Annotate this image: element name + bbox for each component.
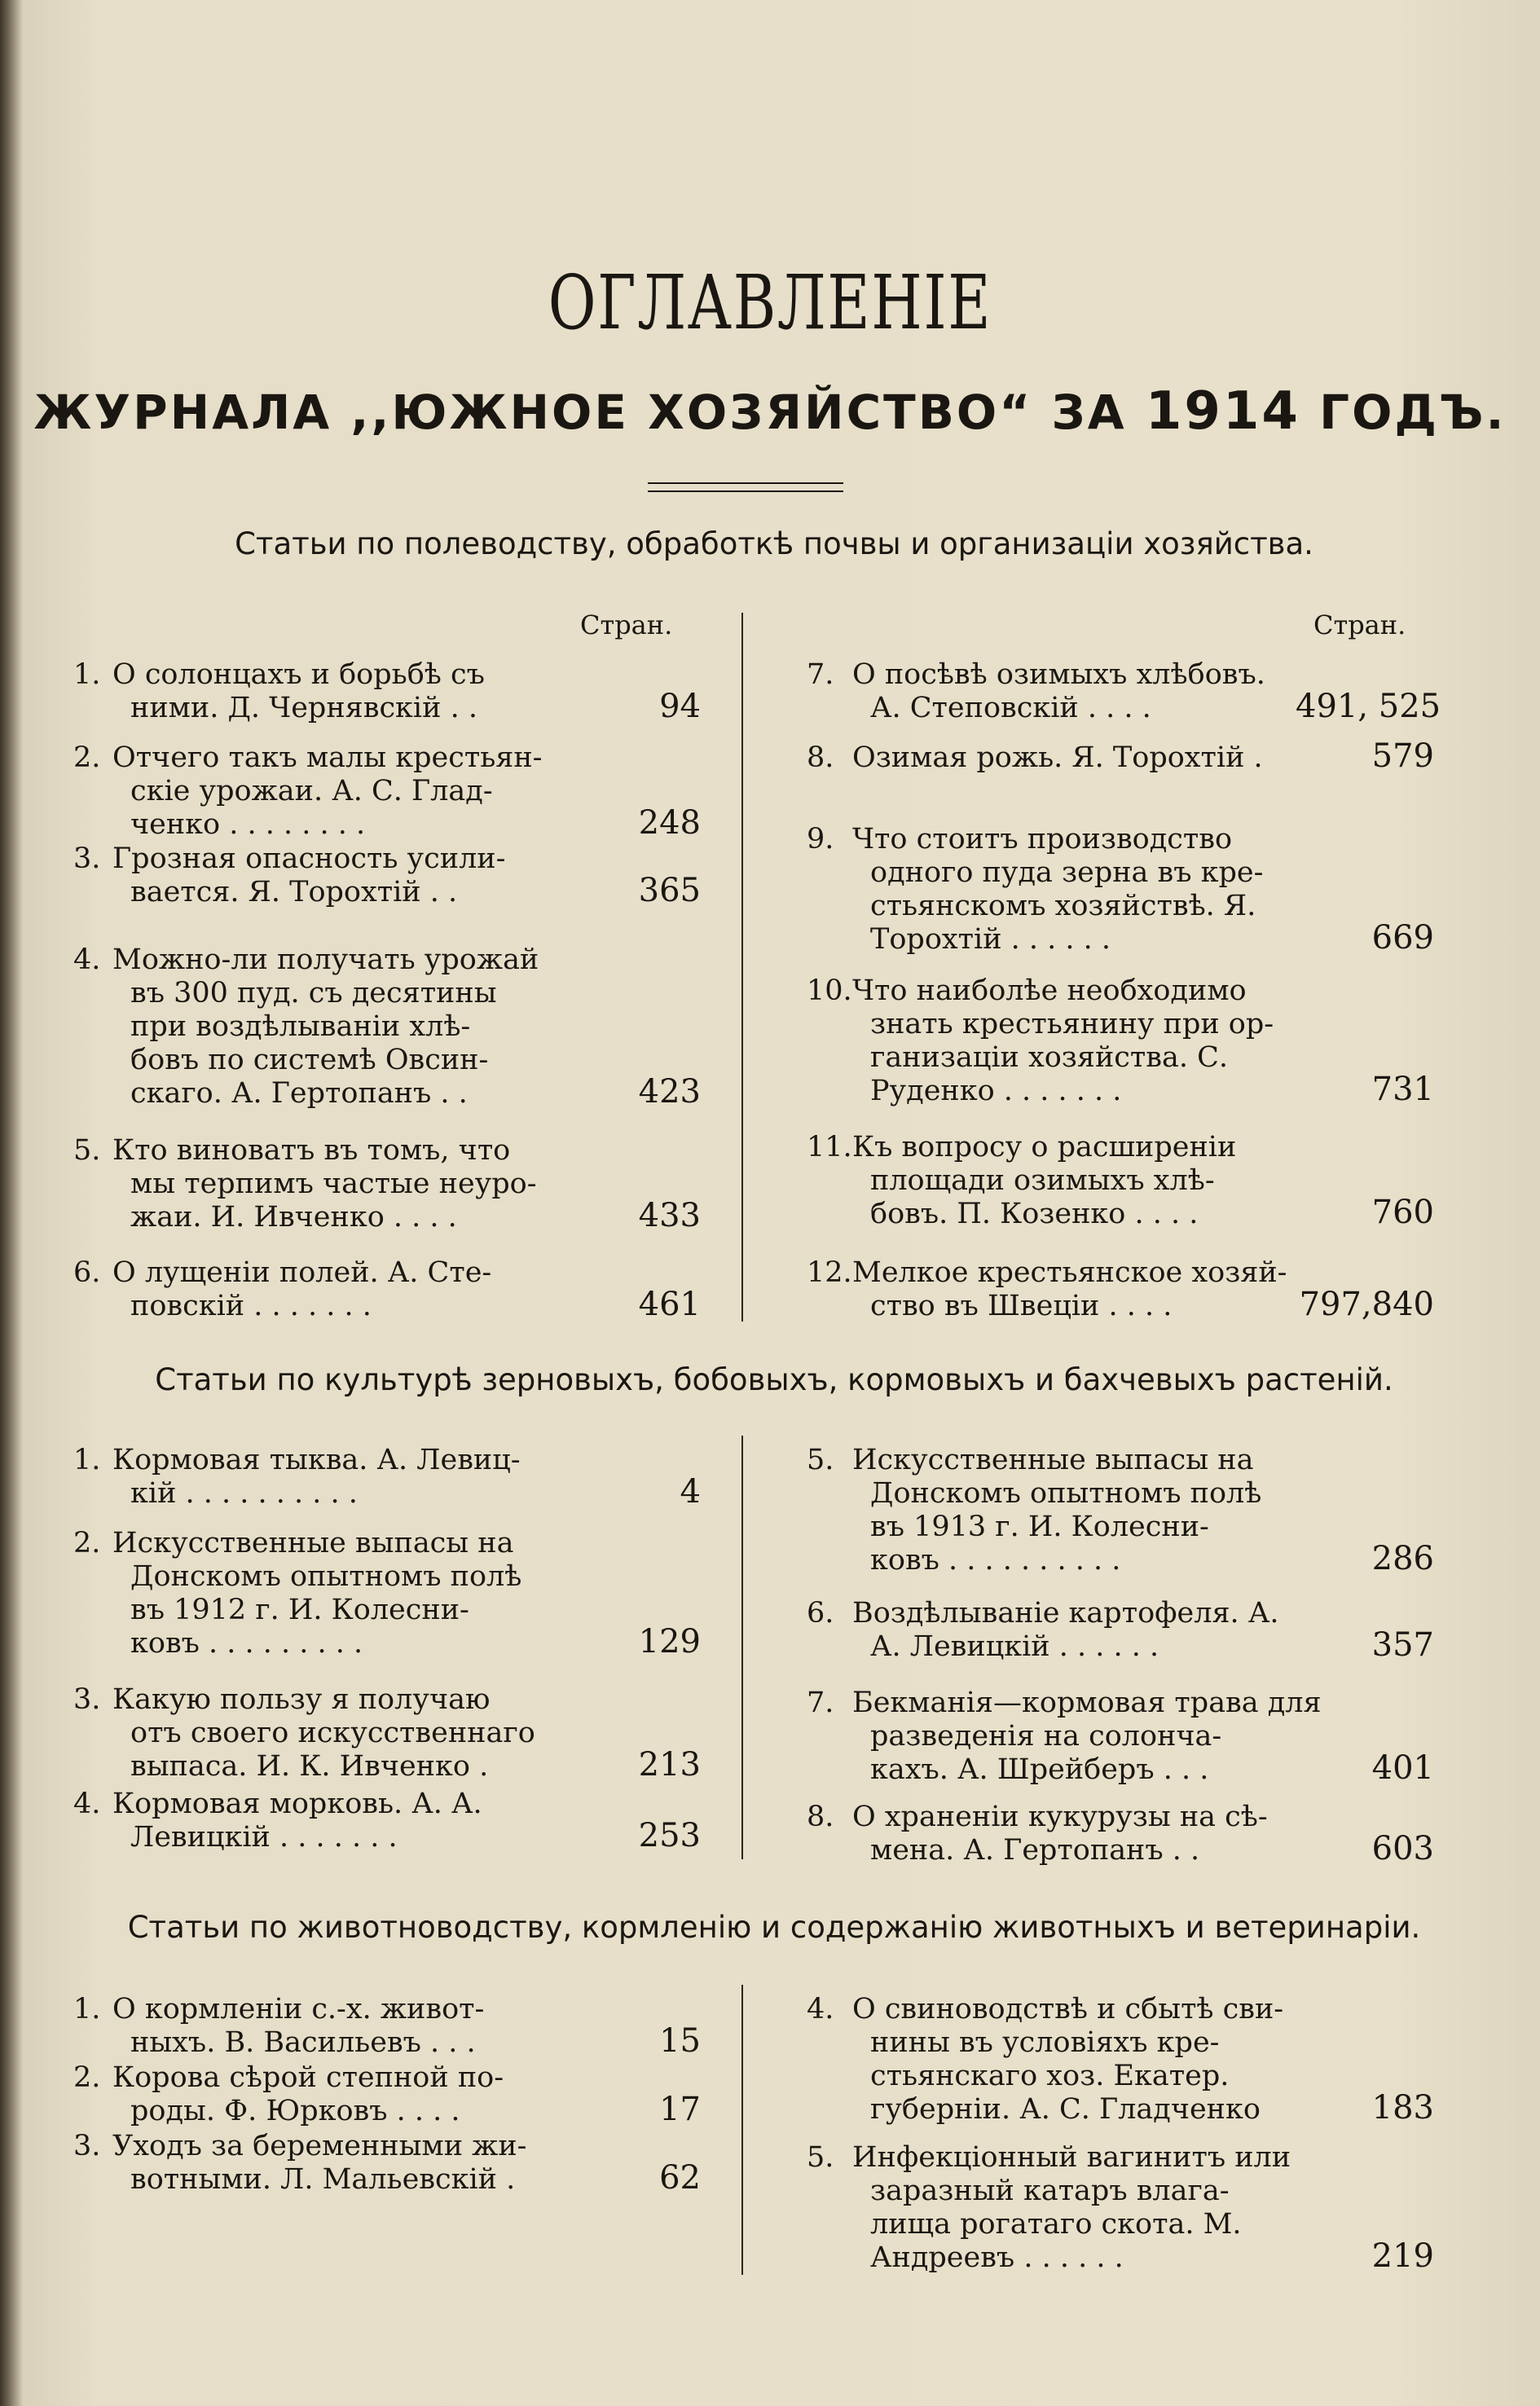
toc-entry — [0, 658, 1540, 725]
entry-line: знать крестьянину при ор- — [870, 1008, 1274, 1040]
entry-line: губернiи. А. С. Гладченко — [870, 2093, 1261, 2126]
entry-number: 5. — [807, 2141, 834, 2174]
col-label-left: Стран. — [580, 609, 673, 640]
toc-entry — [0, 1444, 1540, 1577]
entry-line: Левицкiй . . . . . . . — [130, 1821, 398, 1854]
entry-line: вается. Я. Торохтiй . . — [130, 876, 458, 908]
entry-number: 2. — [73, 2061, 101, 2094]
col-label-right: Стран. — [1313, 609, 1406, 640]
toc-entry — [0, 737, 1540, 775]
entry-line: выпаса. И. К. Ивченко . — [130, 1750, 489, 1783]
entry-page-number: 731 — [1371, 1071, 1434, 1108]
entry-number: 4. — [73, 1788, 101, 1820]
entry-line: разведенiя на солонча- — [870, 1720, 1222, 1753]
toc-entry — [0, 823, 1540, 957]
section-heading-crops: Статьи по культурѣ зерновыхъ, бобовыхъ, кормовыхъ и бахчевыхъ растенiй. — [155, 1362, 1393, 1397]
entry-page-number: 253 — [638, 1817, 701, 1854]
entry-page-number: 401 — [1371, 1749, 1434, 1787]
entry-number: 2. — [73, 741, 101, 774]
entry-page-number: 433 — [638, 1197, 701, 1234]
entry-page-number: 365 — [638, 872, 701, 909]
subtitle-year: 1914 — [1145, 381, 1300, 442]
section-heading-livestock: Статьи по животноводству, кормленiю и содержанiю животныхъ и ветеринарiи. — [127, 1910, 1421, 1945]
entry-page-number: 183 — [1371, 2089, 1434, 2127]
entry-line: вотными. Л. Мальевскiй . — [130, 2163, 516, 2196]
entry-line: ство въ Швецiи . . . . — [870, 1290, 1173, 1322]
entry-line: въ 300 пуд. съ десятины — [130, 977, 497, 1009]
entry-line: Отчего такъ малы крестьян- — [112, 741, 543, 774]
entry-line: заразный катаръ влага- — [870, 2175, 1230, 2207]
entry-number: 6. — [73, 1256, 101, 1289]
entry-number: 1. — [73, 658, 101, 691]
entry-number: 10. — [807, 974, 852, 1007]
toc-entry — [0, 1597, 1540, 1664]
entry-page-number: 603 — [1371, 1830, 1434, 1867]
entry-line: Бекманiя—кормовая трава для — [852, 1687, 1322, 1719]
entry-line: Донскомъ опытномъ полѣ — [870, 1477, 1262, 1510]
entry-line: Кормовая морковь. А. А. — [112, 1788, 482, 1820]
entry-line: ковъ . . . . . . . . . — [130, 1627, 363, 1660]
entry-line: Воздѣлыванiе картофеля. А. — [852, 1597, 1279, 1630]
entry-line: въ 1913 г. И. Колесни- — [870, 1511, 1209, 1543]
entry-line: Какую пользу я получаю — [112, 1683, 491, 1716]
entry-page-number: 62 — [659, 2159, 701, 2197]
entry-line: А. Степовскiй . . . . — [870, 692, 1151, 724]
entry-number: 3. — [73, 842, 101, 875]
entry-number: 3. — [73, 1683, 101, 1716]
entry-page-number: 94 — [659, 688, 701, 725]
toc-entry — [0, 1687, 1540, 1787]
toc-entry — [0, 1801, 1540, 1867]
entry-line: лища рогатаго скота. М. — [870, 2208, 1242, 2241]
entry-line: мы терпимъ частые неуро- — [130, 1168, 537, 1200]
entry-line: Что стоитъ производство — [852, 823, 1233, 856]
entry-line: жаи. И. Ивченко . . . . — [130, 1201, 457, 1234]
entry-number: 8. — [807, 1801, 834, 1833]
entry-line: кахъ. А. Шрейберъ . . . — [870, 1753, 1209, 1786]
entry-line: Уходъ за беременными жи- — [112, 2130, 527, 2162]
entry-line: ченко . . . . . . . . — [130, 808, 366, 841]
entry-page-number: 357 — [1371, 1626, 1434, 1664]
toc-entry — [0, 2141, 1540, 2275]
entry-line: О посѣвѣ озимыхъ хлѣбовъ. — [852, 658, 1265, 691]
entry-line: Можно-ли получать урожай — [112, 943, 539, 976]
entry-line: Донскомъ опытномъ полѣ — [130, 1560, 522, 1593]
entry-line: Корова сѣрой степной по- — [112, 2061, 504, 2094]
entry-line: отъ своего искусственнаго — [130, 1717, 535, 1749]
entry-line: площади озимыхъ хлѣ- — [870, 1164, 1215, 1197]
entry-line: Искусственные выпасы на — [112, 1527, 514, 1559]
entry-page-number: 248 — [638, 804, 701, 842]
entry-number: 6. — [807, 1597, 834, 1630]
entry-page-number: 219 — [1371, 2237, 1434, 2275]
page-subtitle — [0, 381, 1540, 442]
entry-line: Кто виноватъ въ томъ, что — [112, 1134, 511, 1167]
entry-page-number: 491, 525 — [1296, 688, 1441, 725]
section-heading-field-farming: Статьи по полеводству, обработкѣ почвы и организацiи хозяйства. — [235, 526, 1313, 561]
entry-number: 5. — [73, 1134, 101, 1167]
entry-line: Торохтiй . . . . . . — [870, 923, 1111, 956]
entry-line: Кормовая тыква. А. Левиц- — [112, 1444, 521, 1476]
title-rule-top — [648, 482, 843, 484]
entry-page-number: 760 — [1371, 1194, 1434, 1231]
entry-page-number: 4 — [680, 1473, 701, 1511]
entry-page-number: 17 — [659, 2091, 701, 2128]
entry-number: 7. — [807, 1687, 834, 1719]
toc-entry — [0, 1131, 1540, 1234]
entry-number: 3. — [73, 2130, 101, 2162]
entry-line: одного пуда зерна въ кре- — [870, 856, 1264, 889]
subtitle-text-post: ГОДЪ. — [1300, 385, 1507, 440]
entry-line: въ 1912 г. И. Колесни- — [130, 1594, 469, 1626]
entry-page-number: 797,840 — [1299, 1286, 1434, 1323]
entry-line: О храненiи кукурузы на сѣ- — [852, 1801, 1268, 1833]
entry-page-number: 286 — [1371, 1540, 1434, 1577]
entry-number: 4. — [807, 1993, 834, 2026]
entry-line: роды. Ф. Юрковъ . . . . — [130, 2095, 460, 2127]
toc-entry — [0, 1993, 1540, 2127]
entry-line: стьянскаго хоз. Екатер. — [870, 2060, 1230, 2092]
entry-line: стьянскомъ хозяйствѣ. Я. — [870, 890, 1256, 922]
entry-line: бовъ. П. Козенко . . . . — [870, 1198, 1199, 1230]
entry-line: мена. А. Гертопанъ . . — [870, 1834, 1200, 1867]
entry-page-number: 423 — [638, 1073, 701, 1111]
entry-line: ганизацiи хозяйства. С. — [870, 1041, 1228, 1074]
entry-line: О солонцахъ и борьбѣ съ — [112, 658, 485, 691]
entry-line: Инфекцiонный вагинитъ или — [852, 2141, 1291, 2174]
entry-number: 8. — [807, 741, 834, 774]
entry-line: ковъ . . . . . . . . . . — [870, 1544, 1121, 1577]
entry-line: Что наиболѣе необходимо — [852, 974, 1247, 1007]
entry-number: 5. — [807, 1444, 834, 1476]
entry-line: ними. Д. Чернявскiй . . — [130, 692, 477, 724]
entry-page-number: 669 — [1371, 919, 1434, 957]
entry-page-number: 129 — [638, 1623, 701, 1660]
entry-line: Андреевъ . . . . . . — [870, 2241, 1124, 2274]
entry-number: 4. — [73, 943, 101, 976]
toc-entry — [0, 974, 1540, 1111]
entry-page-number: 579 — [1371, 737, 1434, 775]
entry-number: 9. — [807, 823, 834, 856]
entry-page-number: 213 — [638, 1746, 701, 1784]
entry-line: Къ вопросу о расширенiи — [852, 1131, 1237, 1163]
entry-line: бовъ по системѣ Овсин- — [130, 1044, 489, 1076]
entry-line: скiе урожаи. А. С. Глад- — [130, 775, 493, 807]
entry-number: 1. — [73, 1444, 101, 1476]
entry-line: О лущенiи полей. А. Сте- — [112, 1256, 492, 1289]
entry-line: Руденко . . . . . . . — [870, 1075, 1122, 1107]
entry-line: при воздѣлыванiи хлѣ- — [130, 1010, 471, 1043]
entry-line: ныхъ. В. Васильевъ . . . — [130, 2026, 476, 2059]
toc-entry — [0, 1256, 1540, 1323]
entry-number: 2. — [73, 1527, 101, 1559]
entry-number: 1. — [73, 1993, 101, 2026]
entry-line: кiй . . . . . . . . . . — [130, 1477, 358, 1510]
title-rule-bottom — [648, 490, 843, 492]
entry-line: Мелкое крестьянское хозяй- — [852, 1256, 1287, 1289]
entry-number: 11. — [807, 1131, 852, 1163]
entry-line: скаго. А. Гертопанъ . . — [130, 1077, 468, 1110]
entry-number: 7. — [807, 658, 834, 691]
entry-line: Озимая рожь. Я. Торохтiй . — [852, 741, 1263, 774]
entry-line: Грозная опасность усили- — [112, 842, 506, 875]
entry-line: Искусственные выпасы на — [852, 1444, 1254, 1476]
entry-line: О свиноводствѣ и сбытѣ сви- — [852, 1993, 1284, 2026]
page-title: ОГЛАВЛЕНIЕ — [548, 259, 992, 346]
entry-line: нины въ условiяхъ кре- — [870, 2026, 1220, 2059]
entry-line: А. Левицкiй . . . . . . — [870, 1630, 1159, 1663]
entry-number: 12. — [807, 1256, 852, 1289]
entry-page-number: 461 — [638, 1286, 701, 1323]
entry-line: повскiй . . . . . . . — [130, 1290, 372, 1322]
subtitle-text-pre: ЖУРНАЛА ,,ЮЖНОЕ ХОЗЯЙСТВО“ ЗА — [33, 385, 1146, 440]
entry-line: О кормленiи с.-х. живот- — [112, 1993, 485, 2026]
entry-page-number: 15 — [659, 2022, 701, 2060]
